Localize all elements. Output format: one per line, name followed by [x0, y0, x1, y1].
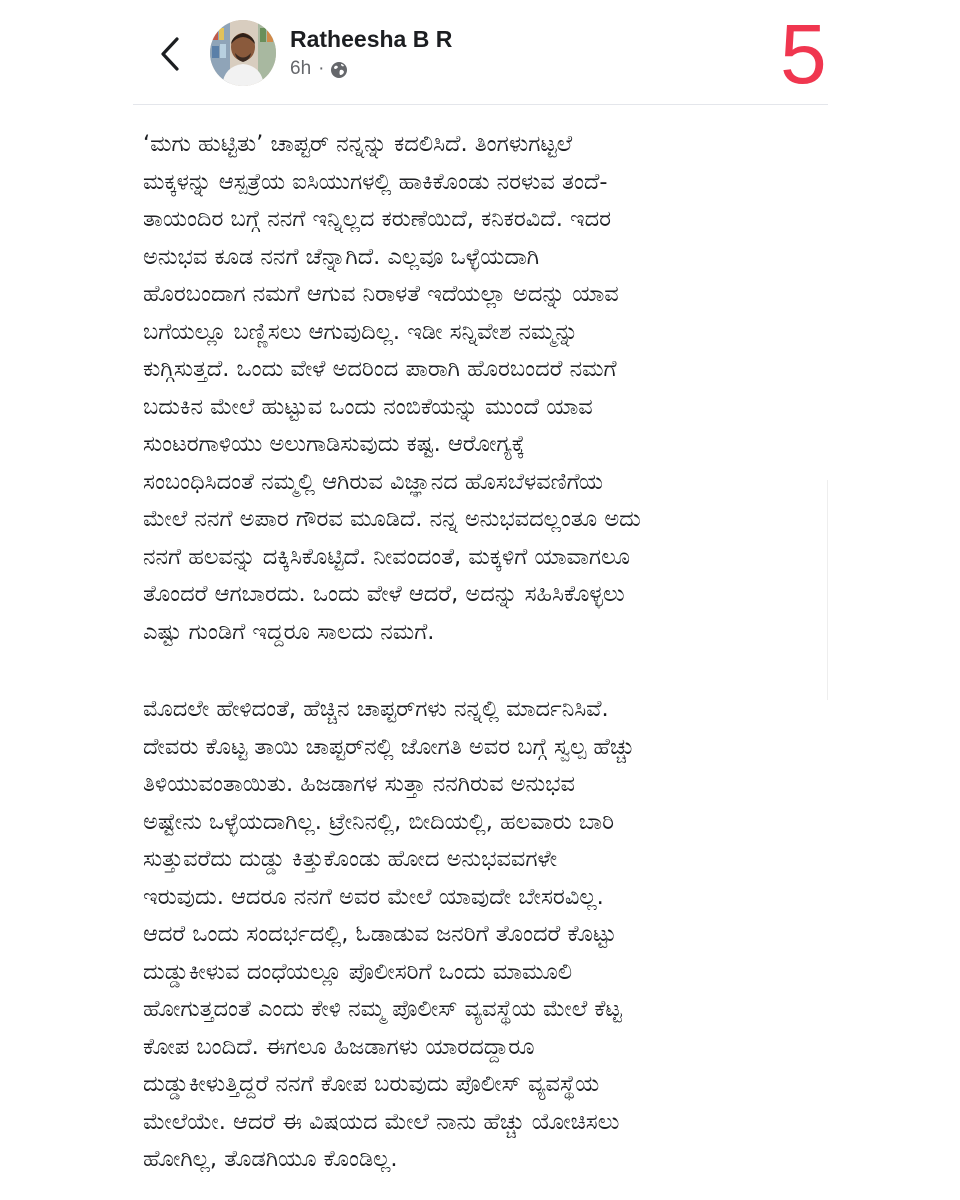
text-line: ಹೋಗಿಲ್ಲ, ತೊಡಗಿಯೂ ಕೊಂಡಿಲ್ಲ.: [143, 1146, 398, 1172]
globe-icon[interactable]: [330, 61, 348, 79]
text-line: ಹೋಗುತ್ತದಂತೆ ಎಂದು ಕೇಳಿ ನಮ್ಮ ಪೊಲೀಸ್ ವ್ಯವಸ್ಥೆಯ ಮೇಲೆ ಕೆಟ್ಟ: [143, 996, 622, 1022]
avatar[interactable]: [210, 20, 276, 86]
text-line: ಸುತ್ತುವರೆದು ದುಡ್ಡು ಕಿತ್ತುಕೊಂಡು ಹೋದ ಅನುಭವವಗಳೇ: [143, 846, 558, 872]
text-line: ತೊಂದರೆ ಆಗಬಾರದು. ಒಂದು ವೇಳೆ ಆದರೆ, ಅದನ್ನು ಸಹಿಸಿಕೊಳ್ಳಲು: [143, 581, 625, 607]
paragraph-spacer: [143, 651, 823, 691]
text-line: ಮಕ್ಕಳನ್ನು ಆಸ್ಪತ್ರೆಯ ಐಸಿಯುಗಳಲ್ಲಿ ಹಾಕಿಕೊಂಡು ನರಳುವ ತಂದೆ-: [143, 168, 608, 195]
post-meta: [290, 58, 348, 80]
text-line: ದುಡ್ಡುಕೀಳುತ್ತಿದ್ದರೆ ನನಗೆ ಕೋಪ ಬರುವುದು ಪೊಲೀಸ್ ವ್ಯವಸ್ಥೆಯ: [143, 1071, 600, 1097]
text-line: ಅನುಭವ ಕೂಡ ನನಗೆ ಚೆನ್ನಾಗಿದೆ. ಎಲ್ಲವೂ ಒಳ್ಳೆಯದಾಗಿ: [143, 243, 540, 270]
text-line: ಇರುವುದು. ಆದರೂ ನನಗೆ ಅವರ ಮೇಲೆ ಯಾವುದೇ ಬೇಸರವಿಲ್ಲ.: [143, 883, 604, 910]
paragraph-2: [143, 691, 823, 1179]
back-button[interactable]: [150, 34, 190, 74]
header-divider: [133, 104, 828, 105]
post-body: [143, 126, 823, 1179]
text-line: ಮೊದಲೇ ಹೇಳಿದಂತೆ, ಹೆಚ್ಚಿನ ಚಾಪ್ಟರ್‌ಗಳು ನನ್ನಲ್ಲಿ ಮಾರ್ದನಿಸಿವೆ.: [143, 696, 609, 722]
text-line: ತಿಳಿಯುವಂತಾಯಿತು. ಹಿಜಡಾಗಳ ಸುತ್ತಾ ನನಗಿರುವ ಅನುಭವ: [143, 771, 575, 797]
text-line: ‘ಮಗು ಹುಟ್ಟಿತು’ ಚಾಪ್ಟರ್ ನನ್ನನ್ನು ಕದಲಿಸಿದೆ. ತಿಂಗಳುಗಟ್ಟಲೆ: [143, 131, 573, 157]
text-line: ಸುಂಟರಗಾಳಿಯು ಅಲುಗಾಡಿಸುವುದು ಕಷ್ಟ. ಆರೋಗ್ಯಕ್ಕೆ: [143, 431, 525, 457]
timestamp[interactable]: 6h: [290, 58, 312, 79]
meta-separator: ·: [318, 58, 325, 79]
text-line: ಎಷ್ಟು ಗುಂಡಿಗೆ ಇದ್ದರೂ ಸಾಲದು ನಮಗೆ.: [143, 618, 435, 645]
scroll-edge-line: [827, 480, 828, 700]
chevron-left-icon: [158, 36, 182, 72]
text-line: ಸಂಬಂಧಿಸಿದಂತೆ ನಮ್ಮಲ್ಲಿ ಆಗಿರುವ ವಿಜ್ಞಾನದ ಹೊಸಬೆಳವಣಿಗೆಯ: [143, 468, 604, 495]
text-line: ಕೋಪ ಬಂದಿದೆ. ಈಗಲೂ ಹಿಜಡಾಗಳು ಯಾರದದ್ದಾರೂ: [143, 1033, 535, 1060]
author-name[interactable]: Ratheesha B R: [290, 26, 453, 52]
text-line: ತಾಯಂದಿರ ಬಗ್ಗೆ ನನಗೆ ಇನ್ನಿಲ್ಲದ ಕರುಣೆಯಿದೆ, ಕನಿಕರವಿದೆ. ಇದರ: [143, 206, 612, 232]
text-line: ನನಗೆ ಹಲವನ್ನು ದಕ್ಕಿಸಿಕೊಟ್ಟಿದೆ. ನೀವಂದಂತೆ, ಮಕ್ಕಳಿಗೆ ಯಾವಾಗಲೂ: [143, 543, 631, 570]
text-line: ಬಗೆಯಲ್ಲೂ ಬಣ್ಣಿಸಲು ಆಗುವುದಿಲ್ಲ. ಇಡೀ ಸನ್ನಿವೇಶ ನಮ್ಮನ್ನು: [143, 318, 579, 345]
text-line: ಕುಗ್ಗಿಸುತ್ತದೆ. ಒಂದು ವೇಳೆ ಅದರಿಂದ ಪಾರಾಗಿ ಹೊರಬಂದರೆ ನಮಗೆ: [143, 356, 617, 382]
paragraph-1: [143, 126, 823, 651]
post-header: [0, 0, 960, 106]
avatar-image: [210, 20, 276, 86]
text-line: ದೇವರು ಕೊಟ್ಟ ತಾಯಿ ಚಾಪ್ಟರ್‌ನಲ್ಲಿ ಜೋಗತಿ ಅವರ ಬಗ್ಗೆ ಸ್ವಲ್ಪ ಹೆಚ್ಚು: [143, 733, 635, 760]
text-line: ಬದುಕಿನ ಮೇಲೆ ಹುಟ್ಟುವ ಒಂದು ನಂಬಿಕೆಯನ್ನು ಮುಂದೆ ಯಾವ: [143, 393, 593, 420]
text-line: ಅಷ್ಟೇನು ಒಳ್ಳೆಯದಾಗಿಲ್ಲ. ಟ್ರೇನಿನಲ್ಲಿ, ಬೀದಿಯಲ್ಲಿ, ಹಲವಾರು ಬಾರಿ: [143, 808, 614, 835]
page-number: 5: [780, 7, 827, 101]
text-line: ಹೊರಬಂದಾಗ ನಮಗೆ ಆಗುವ ನಿರಾಳತೆ ಇದೆಯಲ್ಲಾ ಅದನ್ನು ಯಾವ: [143, 281, 619, 307]
text-line: ಆದರೆ ಒಂದು ಸಂದರ್ಭದಲ್ಲಿ, ಓಡಾಡುವ ಜನರಿಗೆ ತೊಂದರೆ ಕೊಟ್ಟು: [143, 921, 617, 947]
text-line: ಮೇಲೆ ನನಗೆ ಅಪಾರ ಗೌರವ ಮೂಡಿದೆ. ನನ್ನ ಅನುಭವದಲ್ಲಂತೂ ಅದು: [143, 506, 641, 532]
text-line: ಮೇಲೆಯೇ. ಆದರೆ ಈ ವಿಷಯದ ಮೇಲೆ ನಾನು ಹೆಚ್ಚು ಯೋಚಿಸಲು: [143, 1108, 620, 1135]
text-line: ದುಡ್ಡುಕೀಳುವ ದಂಧೆಯಲ್ಲೂ ಪೊಲೀಸರಿಗೆ ಒಂದು ಮಾಮೂಲಿ: [143, 958, 573, 985]
